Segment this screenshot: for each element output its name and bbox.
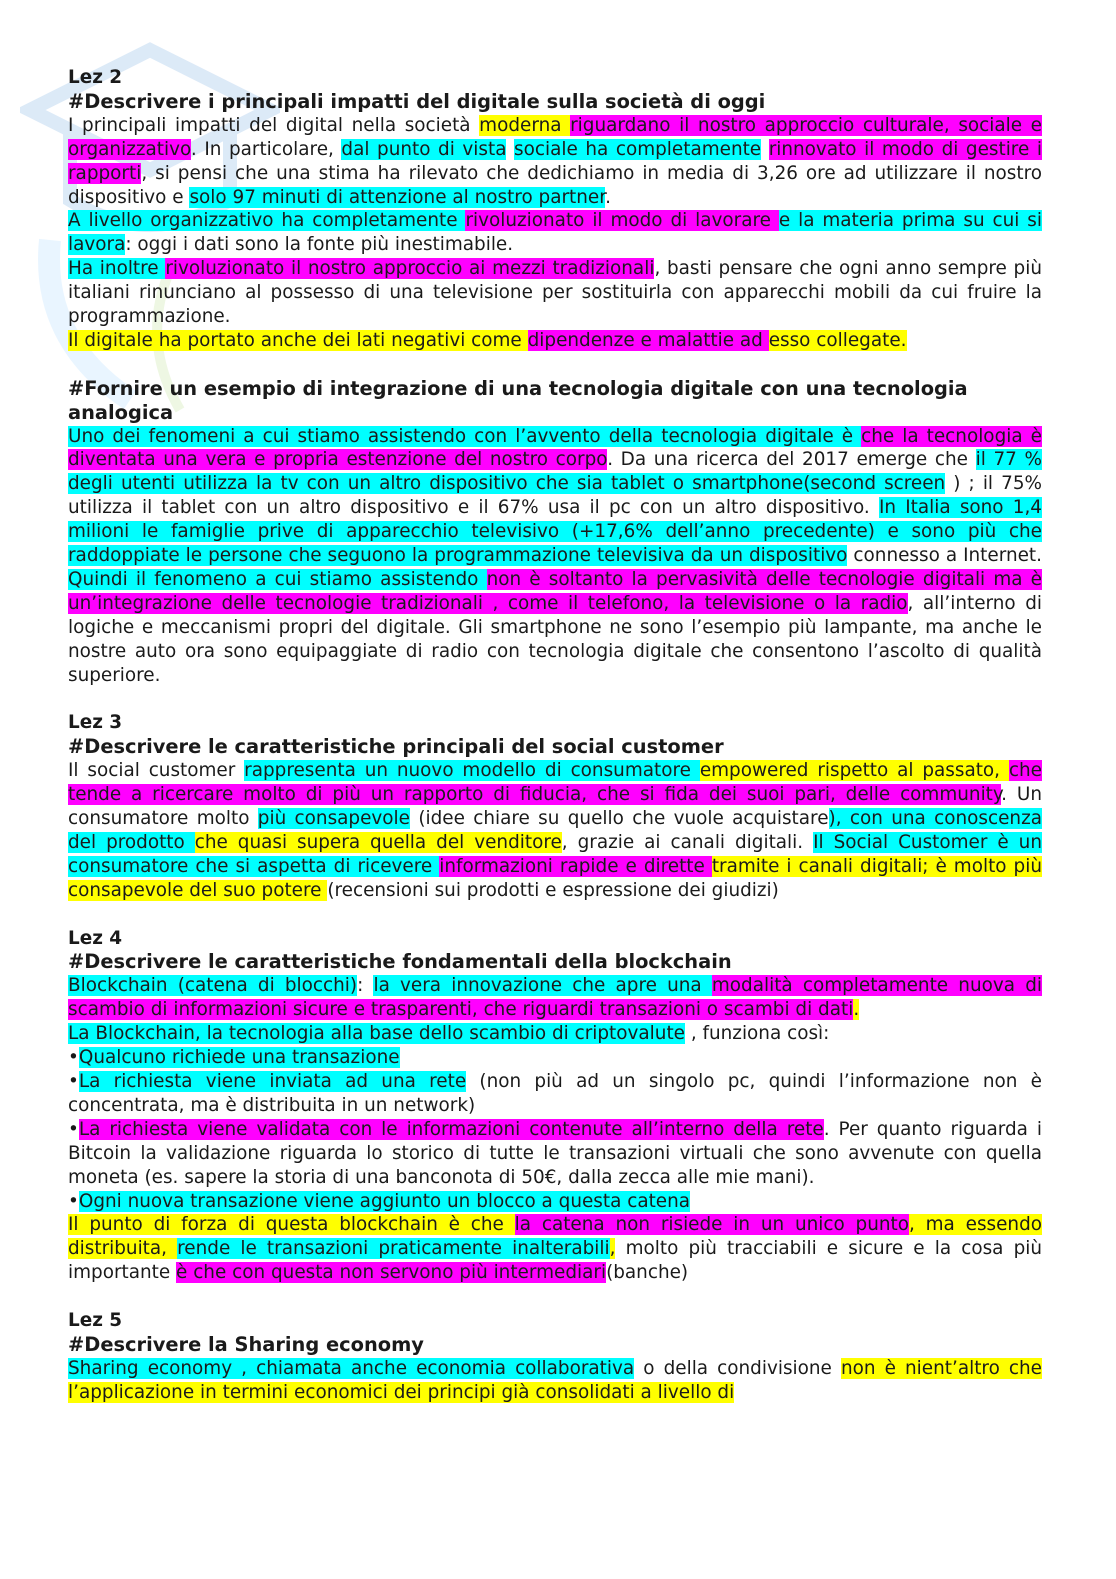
highlight-cyan: conoscenza del prodotto xyxy=(68,808,1042,853)
highlight-cyan: Ha inoltre xyxy=(68,258,166,280)
text-span: . Da una ricerca del 2017 emerge che xyxy=(607,449,976,471)
highlight-magenta: rivoluzionato il nostro approccio ai mezzi tradizionali xyxy=(165,258,655,280)
paragraph-digital-impacts xyxy=(68,114,1042,210)
paragraph-blockchain-definition xyxy=(68,974,1042,1022)
bullet: • xyxy=(68,1118,79,1140)
highlight-magenta: rivoluzionato il modo di lavorare xyxy=(465,210,779,232)
paragraph-integration xyxy=(68,425,1042,688)
highlight-magenta: modalità completamente nuova di scambio di informazioni sicure e trasparenti, che riguardi transazioni o scambi di dati xyxy=(68,975,1042,1021)
text-span: , si pensi che una stima ha rilevato che dedichiamo in media di 3,26 ore ad utilizzare il nostro dispositivo e xyxy=(68,162,1042,208)
text-span: (recensioni sui prodotti e espressione dei giudizi) xyxy=(327,879,779,901)
list-item xyxy=(68,1070,1042,1118)
highlight-cyan: dal punto di vista xyxy=(341,138,507,160)
question-social-customer-title: #Descrivere le caratteristiche principali del social customer xyxy=(68,735,724,759)
text-span: connesso a Internet. xyxy=(847,545,1042,567)
highlight-cyan: la vera innovazione che apre una xyxy=(373,975,712,997)
highlight-cyan: A livello organizzativo ha completamente xyxy=(68,210,466,232)
highlight-cyan: In Italia sono 1,4 milioni le famiglie prive di apparecchio televisivo (+17,6% dell’anno precedente) e sono più che raddoppiate le persone che seguono la programmazione televisiva da un dispositivo xyxy=(68,497,1042,567)
document-body xyxy=(68,66,1042,1405)
highlight-cyan: Ogni nuova transazione viene aggiunto un blocco a questa catena xyxy=(78,1190,691,1212)
highlight-magenta: non è soltanto la pervasività delle tecnologie digitali ma è un’integrazione delle tecnologie tradizionali , come il telefono, la televisione o la radio xyxy=(68,569,1042,614)
highlight-yellow: , ma essendo distribuita, xyxy=(68,1214,1042,1260)
bullet: • xyxy=(68,1047,79,1069)
highlight-cyan: Quindi il fenomeno a cui stiamo assistendo xyxy=(68,569,487,591)
text-span: (non più ad un singolo pc, quindi l’informazione non è concentrata, ma è distribuita in un network) xyxy=(68,1071,1042,1116)
text-span: , all’interno di logiche e meccanismi propri del digitale. Gli smartphone ne sono l’esempio più lampante, ma anche le nostre auto ora sono equipaggiate di radio con tecnologia digitale che consentono l’ascolto di qualità superiore. xyxy=(68,592,1042,686)
highlight-cyan: rende le transazioni praticamente inalterabili xyxy=(177,1238,610,1260)
lesson-5-heading: Lez 5 xyxy=(68,1310,123,1332)
text-span: , basti pensare che ogni anno sempre più italiani rinunciano al possesso di una televisione per sostituirla con apparecchi mobili da cui fruire la programmazione. xyxy=(68,258,1042,328)
highlight-cyan: Uno dei fenomeni a cui stiamo assistendo con l’avvento della tecnologia digitale è xyxy=(68,425,862,447)
paragraph-negative-sides xyxy=(68,329,1042,353)
highlight-yellow: . xyxy=(853,999,860,1021)
highlight-cyan: La richiesta viene inviata ad una rete xyxy=(78,1071,467,1093)
paragraph-blockchain-how xyxy=(68,1022,1042,1046)
highlight-magenta: rinnovato il modo di gestire i rapporti xyxy=(68,138,1042,184)
list-item xyxy=(68,1118,1042,1190)
highlight-magenta: che la tecnologia è diventata una vera e propria estenzione del nostro corpo xyxy=(68,425,1042,471)
highlight-cyan: La Blockchain, la tecnologia alla base dello scambio di criptovalute xyxy=(68,1023,685,1045)
text-span: I principali impatti del digital nella società xyxy=(68,114,480,136)
list-item xyxy=(68,1190,1042,1214)
highlight-magenta: informazioni rapide e dirette xyxy=(439,855,712,877)
text-span: ) ; il 75% utilizza il tablet con un altro dispositivo e il 67% usa il pc con un altro dispositivo. xyxy=(68,473,1042,519)
text-span: (banche) xyxy=(606,1262,689,1284)
bullet: • xyxy=(68,1190,79,1212)
text-span: : oggi i dati sono la fonte più inestimabile. xyxy=(125,234,514,256)
paragraph-social-customer xyxy=(68,759,1042,902)
question-sharing-economy-title: #Descrivere la Sharing economy xyxy=(68,1332,424,1356)
highlight-yellow: Il digitale ha portato anche dei lati negativi come xyxy=(68,329,528,351)
text-span: molto più tracciabili e sicure e la cosa più importante xyxy=(68,1238,1043,1284)
blockchain-steps-list xyxy=(68,1046,1042,1213)
paragraph-organizational xyxy=(68,209,1042,257)
highlight-yellow: esso collegate. xyxy=(768,329,907,351)
text-span: . Un consumatore molto xyxy=(68,784,1043,830)
text-span: Il social customer xyxy=(68,760,245,782)
question-blockchain-title: #Descrivere le caratteristiche fondamentali della blockchain xyxy=(68,950,732,974)
text-span: , grazie ai canali digitali. xyxy=(561,831,814,853)
text-span xyxy=(506,139,514,160)
question-digital-impacts-title: #Descrivere i principali impatti del digitale sulla società di oggi xyxy=(68,89,766,113)
highlight-magenta: che tende a ricercare molto di più un rapporto di fiducia, che si fida dei suoi pari, delle community xyxy=(68,760,1042,806)
lesson-4-heading: Lez 4 xyxy=(68,927,123,949)
text-span: . Per quanto riguarda i Bitcoin la validazione riguarda lo storico di tutte le transazioni virtuali che sono avvenute con quella moneta (es. sapere la storia di una banconota di 50€, dalla zecca alle mie mani). xyxy=(68,1118,1042,1188)
highlight-magenta: La richiesta viene validata con le informazioni contenute all’interno della rete xyxy=(78,1118,824,1140)
text-span xyxy=(761,139,769,160)
text-span: . xyxy=(605,186,611,208)
highlight-yellow: che quasi supera quella del venditore xyxy=(194,831,562,853)
highlight-magenta: dipendenze e malattie ad xyxy=(527,329,769,351)
text-span: o della condivisione xyxy=(634,1357,841,1379)
highlight-yellow: Il punto di forza di questa blockchain è che xyxy=(68,1214,515,1236)
highlight-cyan: il 77 % degli utenti utilizza la tv con un altro dispositivo che sia tablet o smartphone(second screen xyxy=(68,449,1042,495)
highlight-cyan: solo 97 minuti di attenzione al nostro partner xyxy=(189,186,606,208)
highlight-yellow: empowered rispetto al passato, xyxy=(699,760,1009,782)
text-span: , funziona così: xyxy=(684,1023,830,1045)
lesson-2-heading: Lez 2 xyxy=(68,67,123,88)
highlight-yellow: tramite i canali digitali; è molto più consapevole del suo potere xyxy=(68,855,1042,901)
highlight-yellow: non è nient’altro che l’applicazione in termini economici dei principi già consolidati a livello di xyxy=(68,1357,1042,1403)
text-span: : xyxy=(357,975,374,997)
highlight-cyan: più consapevole xyxy=(257,808,410,830)
text-span: . In particolare, xyxy=(190,138,342,160)
list-item xyxy=(68,1046,1042,1070)
highlight-cyan: Il Social Customer è un consumatore che si aspetta di ricevere xyxy=(68,831,1042,877)
highlight-yellow: moderna xyxy=(479,114,571,136)
highlight-magenta: è che con questa non servono più intermediari xyxy=(176,1262,607,1284)
paragraph-blockchain-strength xyxy=(68,1213,1042,1285)
highlight-cyan: e la materia prima su cui si lavora xyxy=(68,210,1042,256)
highlight-cyan: sociale ha completamente xyxy=(514,138,762,160)
highlight-cyan: ), con una xyxy=(828,808,935,830)
highlight-cyan: Sharing economy , chiamata anche economia collaborativa xyxy=(68,1357,635,1379)
lesson-3-heading: Lez 3 xyxy=(68,712,123,734)
highlight-magenta: la catena non risiede in un unico punto xyxy=(514,1214,909,1236)
highlight-yellow: , xyxy=(609,1238,616,1260)
text-span: (idee chiare su quello che vuole acquistare xyxy=(409,808,829,830)
highlight-cyan: Blockchain (catena di blocchi) xyxy=(68,975,358,997)
highlight-magenta: riguardano il nostro approccio culturale, sociale e organizzativo xyxy=(68,114,1042,160)
highlight-cyan: Qualcuno richiede una transazione xyxy=(78,1047,400,1069)
question-integration-title: #Fornire un esempio di integrazione di una tecnologia digitale con una tecnologia analogica xyxy=(68,376,968,424)
paragraph-traditional-media xyxy=(68,257,1042,329)
bullet: • xyxy=(68,1071,79,1093)
paragraph-sharing-economy xyxy=(68,1357,1042,1405)
highlight-cyan: rappresenta un nuovo modello di consumatore xyxy=(244,760,700,782)
